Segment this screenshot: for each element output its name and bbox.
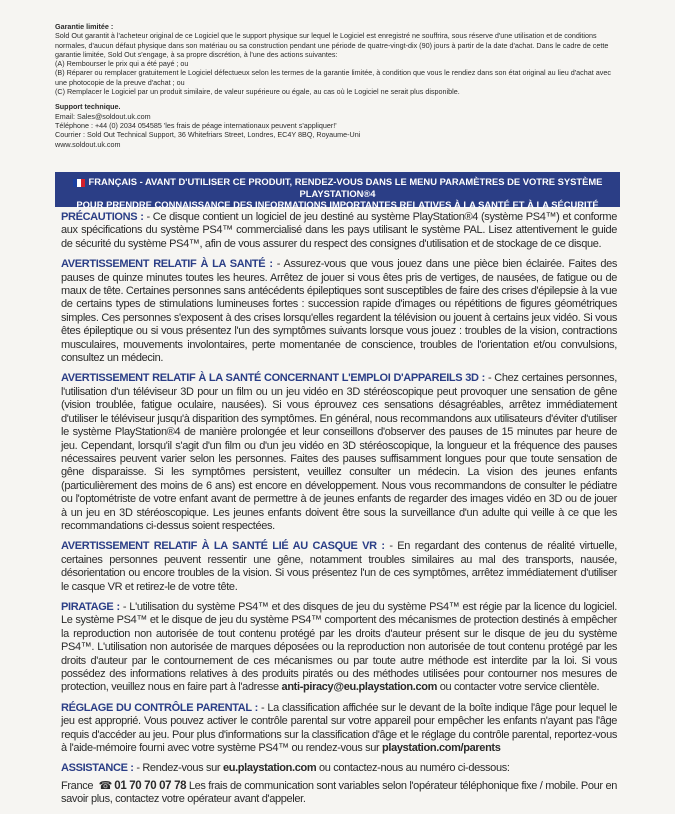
piracy-heading: PIRATAGE : bbox=[61, 600, 120, 613]
parental-section bbox=[61, 702, 617, 756]
assistance-heading: ASSISTANCE : bbox=[61, 762, 134, 775]
precautions-heading: PRÉCAUTIONS : bbox=[61, 211, 144, 223]
banner-line-2: POUR PRENDRE CONNAISSANCE DES INFORMATIONS IMPORTANTES RELATIVES À LA SANTÉ ET À LA SÉCURITÉ bbox=[76, 199, 599, 210]
parental-text: - La classification affichée sur le devant de la boîte indique l'âge pour lequel le jeu est approprié. Vous pouvez activer le contrôle parental sur votre appareil pour empêcher les enfants n'ayant pas l'âge requis d'accéder au jeu. Pour plus d'informations sur la classification d'âge et le réglage du contrôle parental, reportez-vous à l'aide-mémoire fourni avec votre système PS4™ ou rendez-vous sur bbox=[61, 701, 617, 755]
warranty-title: Garantie limitée : bbox=[55, 22, 114, 31]
telephone-icon: ☎ bbox=[98, 779, 112, 792]
warranty-option-a: (A) Rembourser le prix qui a été payé ; ou bbox=[55, 59, 189, 69]
phone-number: 01 70 70 07 78 bbox=[114, 779, 187, 792]
phone-section bbox=[61, 780, 617, 807]
support-title: Support technique. bbox=[55, 102, 121, 112]
language-banner bbox=[55, 172, 620, 210]
assistance-url: eu.playstation.com bbox=[222, 762, 317, 775]
country-label: France bbox=[61, 779, 94, 792]
support-mail: Courrier : Sold Out Technical Support, 36 Whitefriars Street, Londres, EC4Y 8BQ, Royaume-Uni bbox=[55, 130, 361, 140]
piracy-text: - L'utilisation du système PS4™ et des disques de jeu du système PS4™ est régie par la licence du logiciel. Le système PS4™ et le disque de jeu du système PS4™ comportent des mécanismes de protection destinés à empêcher la reproduction non autorisée de tout contenu protégé par les droits d'auteur présent sur le disque de jeu du système PS4™. L'utilisation non autorisée de marques déposées ou la reproduction non autorisée de tout contenu protégé par les droits d'auteur par le contournement de ces mécanismes ou par toute autre méthode est interdite par la loi. Si vous possédez des informations relatives à des produits piratés ou des méthodes utilisées pour contourner nos mesures de protection, veuillez nous en faire part à l'adresse bbox=[61, 600, 617, 694]
warranty-text: Sold Out garantit à l'acheteur original de ce Logiciel que le support physique sur lequel le Logiciel est enregistré ne souffrira, sous réserve d'une utilisation et de conditions normales, d'aucun défaut physique dans son matériau ou sa construction pendant une période de quatre-vingt-dix (90) jours à partir de la date d'achat. Dans le cadre de cette garantie limitée, Sold Out s'engage, à sa propre discrétion, à l'une des actions suivantes: bbox=[55, 31, 609, 59]
precautions-text: - Ce disque contient un logiciel de jeu destiné au système PlayStation®4 (système PS4™) et conforme aux spécifications du système PS4™ commercialisé dans les pays utilisant le système PAL. Lisez attentivement le guide de sécurité du système PS4™, afin de vous assurer du respect des consignes d'utilisation et de stockage de ce disque. bbox=[61, 211, 617, 250]
assistance-text: - Rendez-vous sur bbox=[133, 762, 223, 775]
health-heading: AVERTISSEMENT RELATIF À LA SANTÉ : bbox=[61, 258, 273, 271]
support-phone: Téléphone : +44 (0) 2034 054585 'les frais de péage internationaux peuvent s'appliquer!' bbox=[55, 120, 337, 130]
warranty-option-c: (C) Remplacer le Logiciel par un produit similaire, de valeur supérieure ou égale, au cas où le Logiciel ne serait plus disponible. bbox=[55, 87, 460, 97]
warranty-block bbox=[55, 22, 615, 149]
safety-notice bbox=[61, 211, 617, 814]
parental-heading: RÉGLAGE DU CONTRÔLE PARENTAL : bbox=[61, 701, 258, 714]
piracy-section bbox=[61, 601, 617, 695]
support-email: Email: Sales@soldout.uk.com bbox=[55, 111, 151, 121]
phone-note: Les frais de communication sont variables selon l'opérateur téléphonique fixe / mobile. Pour en savoir plus, contactez votre opérateur avant d'appeler. bbox=[61, 779, 617, 806]
3d-heading: AVERTISSEMENT RELATIF À LA SANTÉ CONCERNANT L'EMPLOI D'APPAREILS 3D : bbox=[61, 372, 485, 385]
health-section bbox=[61, 258, 617, 365]
vr-heading: AVERTISSEMENT RELATIF À LA SANTÉ LIÉ AU CASQUE VR : bbox=[61, 540, 385, 553]
3d-text: - Chez certaines personnes, l'utilisation d'un téléviseur 3D pour un film ou un jeu vidéo en 3D stéréoscopique peut provoquer une sensation de gêne (vision troublée, fatigue oculaire, nausées). Si vous éprouvez ces sensations désagréables, arrêtez immédiatement d'utiliser le téléviseur jusqu'à disparition des symptômes. En général, nous recommandons aux utilisateurs d'éviter d'utiliser le système PlayStation®4 de manière prolongée et leur conseillons d'observer des pauses de 15 minutes par heure de jeu. Cependant, lorsqu'il s'agit d'un film ou d'un jeu vidéo en 3D stéréoscopique, la longueur et la fréquence des pauses nécessaires peuvent varier selon les personnes. Faites des pauses suffisamment longues pour que toute sensation de gêne disparaisse. Si les symptômes persistent, veuillez consulter un médecin. La vision des jeunes enfants (particulièrement des moins de 6 ans) est encore en développement. Nous vous recommandons de consulter le pédiatre ou l'optométriste de votre enfant avant de permettre à de jeunes enfants de regarder des images vidéo en 3D ou de jouer à un jeu en 3D stéréoscopique. Les jeunes enfants doivent être sous la surveillance d'un adulte qui veille à ce que les recommandations ci-dessus soient respectées. bbox=[61, 372, 617, 532]
piracy-email: anti-piracy@eu.playstation.com bbox=[281, 681, 438, 694]
assistance-section bbox=[61, 762, 617, 775]
parental-url: playstation.com/parents bbox=[382, 742, 501, 755]
banner-line-1: FRANÇAIS - AVANT D'UTILISER CE PRODUIT, RENDEZ-VOUS DANS LE MENU PARAMÈTRES DE VOTRE SYSTÈME PLAYSTATION®4 bbox=[88, 176, 603, 199]
assistance-text-end: ou contactez-nous au numéro ci-dessous: bbox=[316, 762, 510, 775]
precautions-section bbox=[61, 211, 617, 251]
3d-section bbox=[61, 372, 617, 533]
health-text: - Assurez-vous que vous jouez dans une pièce bien éclairée. Faites des pauses de quinze minutes toutes les heures. Arrêtez de jouer si vous êtes pris de vertiges, de nausées, de fatigue ou de maux de tête. Certaines personnes sans antécédents épileptiques sont susceptibles de faire des crises d'épilepsie à la vue de certains types de stimulations lumineuses fortes : succession rapide d'images ou répétitions de figures géométriques simples. Ces personnes s'exposent à des crises lorsqu'elles regardent la télévision ou jouent à certains jeux vidéo. Si vous êtes épileptique ou si vous présentez l'un des symptômes suivants lorsque vous jouez : troubles de la vision, contractions musculaires, mouvements involontaires, perte momentanée de conscience, troubles de l'orientation et/ou convulsions, consultez un médecin. bbox=[61, 258, 618, 365]
support-web: www.soldout.uk.com bbox=[55, 139, 121, 149]
vr-section bbox=[61, 540, 617, 594]
french-flag-icon bbox=[73, 179, 85, 187]
piracy-text-end: ou contacter votre service clientèle. bbox=[437, 681, 600, 694]
vr-text: - En regardant des contenus de réalité virtuelle, certaines personnes peuvent ressentir une gêne, notamment troubles similaires au mal des transports, nausée, désorientation ou encore troubles de la vision. Si vous présentez l'un de ces symptômes, arrêtez immédiatement d'utiliser le casque VR et retirez-le de votre tête. bbox=[61, 540, 617, 593]
warranty-option-b: (B) Réparer ou remplacer gratuitement le Logiciel défectueux selon les termes de la garantie limitée, à condition que vous le rendiez dans son état original au lieu d'achat avec une photocopie de la preuve d'achat ; ou bbox=[55, 68, 611, 87]
